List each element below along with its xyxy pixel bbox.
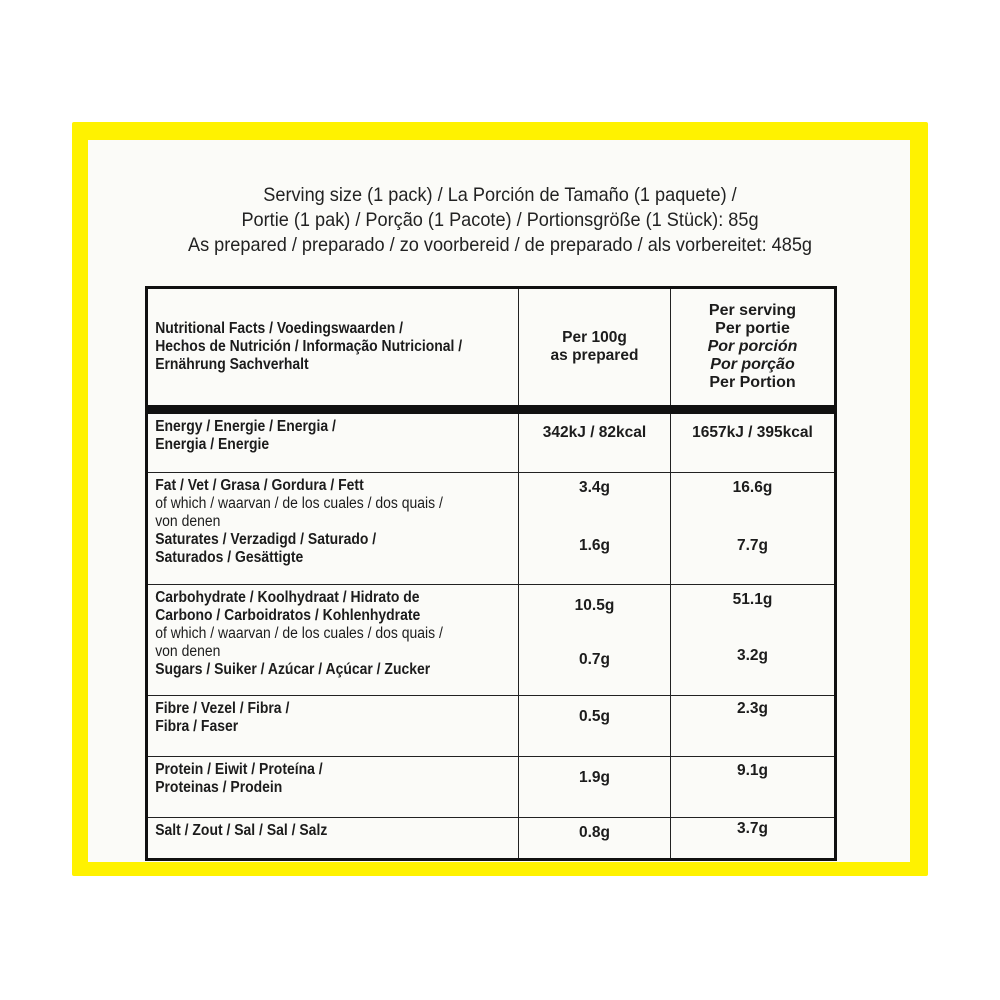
energy-per-100g: 342kJ / 82kcal — [542, 424, 647, 441]
table-row-energy: Energy / Energie / Energia / Energia / Energie 342kJ / 82kcal 1657kJ / 395kcal — [147, 410, 836, 473]
table-row-carbohydrate: Carbohydrate / Koolhydraat / Hidrato de Carbono / Carboidratos / Kohlenhydrate of which / waarvan / de los cuales / dos quais / von denen Sugars / Suiker / Azúcar / Açúcar / Zucker 10.5g 0.7g 51.1g 3.2g — [147, 585, 836, 696]
per-serving-column-header: Per serving Per portie Por porción Por porção Per Portion — [671, 288, 836, 410]
carbohydrate-label: Carbohydrate / Koolhydraat / Hidrato de — [155, 589, 420, 606]
as-prepared-line: As prepared / preparado / zo voorbereid / de preparado / als vorbereitet: 485g — [187, 234, 813, 256]
carbohydrate-per-100g: 10.5g — [574, 597, 615, 614]
table-header-row — [147, 288, 836, 410]
serving-size-line: Serving size (1 pack) / La Porción de Tamaño (1 paquete) / — [263, 184, 737, 206]
protein-per-serving: 9.1g — [736, 762, 768, 779]
serving-size-header — [156, 183, 844, 258]
salt-per-serving: 3.7g — [736, 820, 768, 837]
energy-per-serving: 1657kJ / 395kcal — [692, 424, 813, 441]
nutrition-table — [145, 286, 837, 861]
salt-label: Salt / Zout / Sal / Sal / Salz — [155, 822, 328, 839]
carbohydrate-per-serving: 51.1g — [732, 591, 773, 608]
saturates-per-100g: 1.6g — [578, 537, 610, 554]
saturates-per-serving: 7.7g — [736, 537, 768, 554]
fat-per-100g: 3.4g — [578, 479, 610, 496]
nutrient-column-header: Nutritional Facts / Voedingswaarden / Hechos de Nutrición / Informação Nutricional / Ernährung Sachverhalt — [147, 288, 519, 410]
table-row-fibre: Fibre / Vezel / Fibra / Fibra / Faser 0.5g 2.3g — [147, 696, 836, 757]
energy-label: Energy / Energie / Energia / — [155, 418, 336, 435]
fat-per-serving: 16.6g — [732, 479, 773, 496]
fat-label: Fat / Vet / Grasa / Gordura / Fett — [155, 477, 364, 494]
protein-label: Protein / Eiwit / Proteína / — [155, 761, 323, 778]
protein-per-100g: 1.9g — [578, 769, 610, 786]
portion-size-line: Portie (1 pak) / Porção (1 Pacote) / Portionsgröße (1 Stück): 85g — [241, 209, 759, 231]
sugars-per-serving: 3.2g — [736, 647, 768, 664]
sugars-label: Sugars / Suiker / Azúcar / Açúcar / Zucker — [155, 661, 431, 678]
fibre-label: Fibre / Vezel / Fibra / — [155, 700, 290, 717]
fibre-per-serving: 2.3g — [736, 700, 768, 717]
sugars-per-100g: 0.7g — [578, 651, 610, 668]
fibre-per-100g: 0.5g — [578, 708, 610, 725]
table-row-salt — [147, 818, 836, 860]
table-row-fat: Fat / Vet / Grasa / Gordura / Fett of which / waarvan / de los cuales / dos quais / von denen Saturates / Verzadigd / Saturado / Saturados / Gesättigte 3.4g 1.6g 16.6g 7.7g — [147, 473, 836, 585]
salt-per-100g: 0.8g — [578, 824, 610, 841]
saturates-label: Saturates / Verzadigd / Saturado / — [155, 531, 377, 548]
per-100g-column-header: Per 100g as prepared — [519, 288, 671, 410]
table-row-protein: Protein / Eiwit / Proteína / Proteinas / Prodein 1.9g 9.1g — [147, 757, 836, 818]
